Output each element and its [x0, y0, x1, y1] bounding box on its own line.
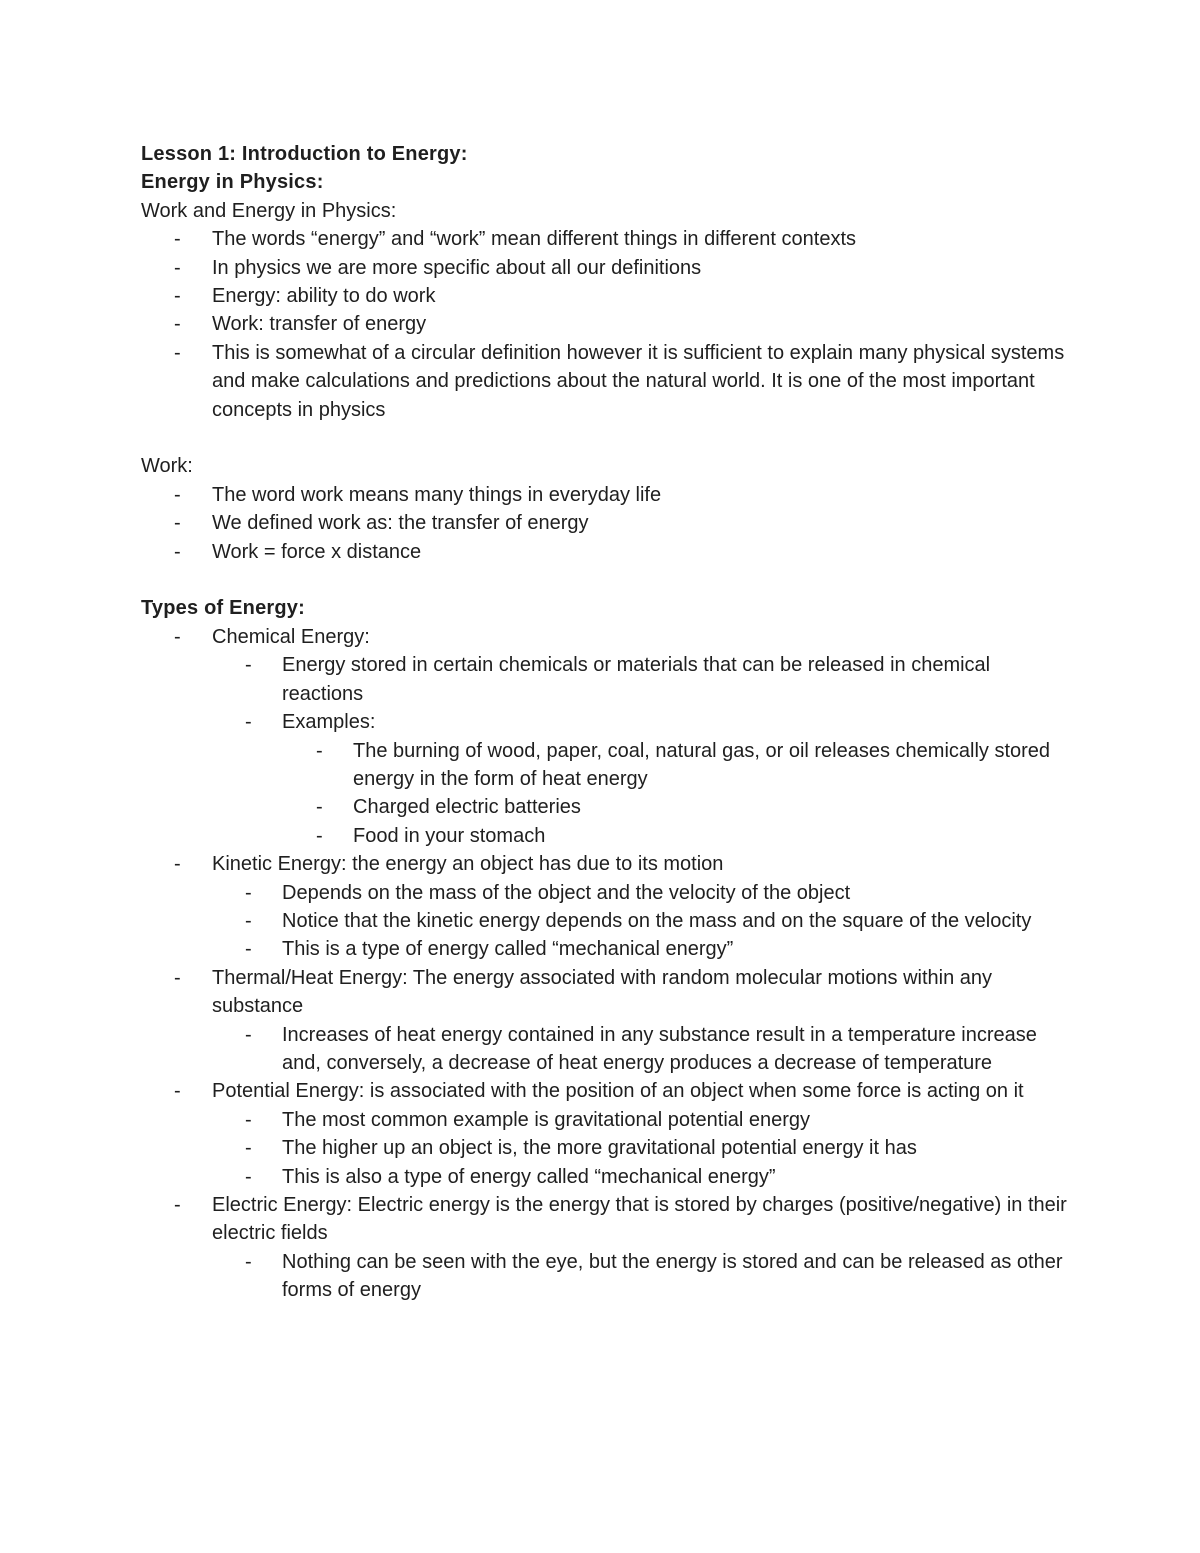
- paragraph-spacer: [141, 566, 1071, 594]
- list-item: - The burning of wood, paper, coal, natural gas, or oil releases chemically stored energy in the form of heat energy: [141, 737, 1071, 794]
- dash-bullet: -: [245, 1137, 252, 1160]
- document-body: [141, 140, 1071, 1305]
- dash-bullet: -: [245, 1108, 252, 1131]
- dash-bullet: -: [174, 1194, 181, 1216]
- list-item: - Energy: ability to do work: [141, 282, 1071, 310]
- list-item: - This is a type of energy called “mechanical energy”: [141, 935, 1071, 963]
- list-item: - The word work means many things in everyday life: [141, 481, 1071, 509]
- dash-bullet: -: [174, 1080, 181, 1103]
- dash-bullet: -: [245, 938, 252, 961]
- list-item: - Notice that the kinetic energy depends on the mass and on the square of the velocity: [141, 907, 1071, 935]
- list-item: - The words “energy” and “work” mean different things in different contexts: [141, 225, 1071, 253]
- work-list: [141, 481, 1071, 566]
- list-item: - Work: transfer of energy: [141, 310, 1071, 338]
- list-item-kinetic: - Kinetic Energy: the energy an object has due to its motion: [141, 850, 1071, 878]
- list-item-electric: - Electric Energy: Electric energy is the energy that is stored by charges (positive/negative) in their electric fields: [141, 1191, 1071, 1248]
- dash-bullet: -: [174, 853, 181, 876]
- list-item: - We defined work as: the transfer of energy: [141, 509, 1071, 537]
- dash-bullet: -: [245, 711, 252, 734]
- dash-bullet: -: [316, 824, 323, 847]
- list-item-potential: - Potential Energy: is associated with the position of an object when some force is acting on it: [141, 1077, 1071, 1105]
- dash-bullet: -: [174, 966, 181, 989]
- types-list: [141, 623, 1071, 1305]
- list-item: - Increases of heat energy contained in any substance result in a temperature increase and, conversely, a decrease of heat energy produces a decrease of temperature: [141, 1021, 1071, 1078]
- dash-bullet: -: [316, 796, 323, 819]
- dash-bullet: -: [174, 285, 181, 308]
- dash-bullet: -: [245, 909, 252, 932]
- subsection-heading-work: Work:: [141, 455, 193, 478]
- dash-bullet: -: [245, 1023, 252, 1046]
- lesson-title: Lesson 1: Introduction to Energy:: [141, 143, 468, 165]
- dash-bullet: -: [174, 313, 181, 336]
- dash-bullet: -: [174, 625, 181, 648]
- list-item-thermal: - Thermal/Heat Energy: The energy associated with random molecular motions within any substance: [141, 964, 1071, 1021]
- list-item: - Examples:: [141, 708, 1071, 736]
- work-energy-list: [141, 225, 1071, 424]
- list-item: - Work = force x distance: [141, 538, 1071, 566]
- dash-bullet: -: [174, 483, 181, 506]
- list-item: - Energy stored in certain chemicals or materials that can be released in chemical reactions: [141, 651, 1071, 708]
- section-heading-types-of-energy: Types of Energy:: [141, 597, 305, 620]
- subsection-heading-work-and-energy: Work and Energy in Physics:: [141, 199, 397, 222]
- list-item: - This is somewhat of a circular definition however it is sufficient to explain many physical systems and make calculations and predictions about the natural world. It is one of the most important concepts in physics: [141, 339, 1071, 424]
- list-item: - Depends on the mass of the object and the velocity of the object: [141, 879, 1071, 907]
- paragraph-spacer: [141, 424, 1071, 452]
- dash-bullet: -: [174, 512, 181, 535]
- dash-bullet: -: [245, 1165, 252, 1188]
- dash-bullet: -: [245, 881, 252, 904]
- list-item: - This is also a type of energy called “mechanical energy”: [141, 1163, 1071, 1191]
- dash-bullet: -: [174, 256, 181, 279]
- list-item: - Charged electric batteries: [141, 793, 1071, 821]
- dash-bullet: -: [174, 540, 181, 563]
- dash-bullet: -: [245, 1250, 252, 1273]
- dash-bullet: -: [316, 739, 323, 762]
- section-heading-energy-in-physics: Energy in Physics:: [141, 171, 324, 194]
- list-item: - Food in your stomach: [141, 822, 1071, 850]
- list-item-chemical: - Chemical Energy:: [141, 623, 1071, 651]
- list-item: - The higher up an object is, the more gravitational potential energy it has: [141, 1134, 1071, 1162]
- dash-bullet: -: [174, 228, 181, 251]
- list-item: - The most common example is gravitational potential energy: [141, 1106, 1071, 1134]
- dash-bullet: -: [245, 654, 252, 677]
- list-item: - Nothing can be seen with the eye, but the energy is stored and can be released as other forms of energy: [141, 1248, 1071, 1305]
- list-item: - In physics we are more specific about all our definitions: [141, 254, 1071, 282]
- dash-bullet: -: [174, 341, 181, 364]
